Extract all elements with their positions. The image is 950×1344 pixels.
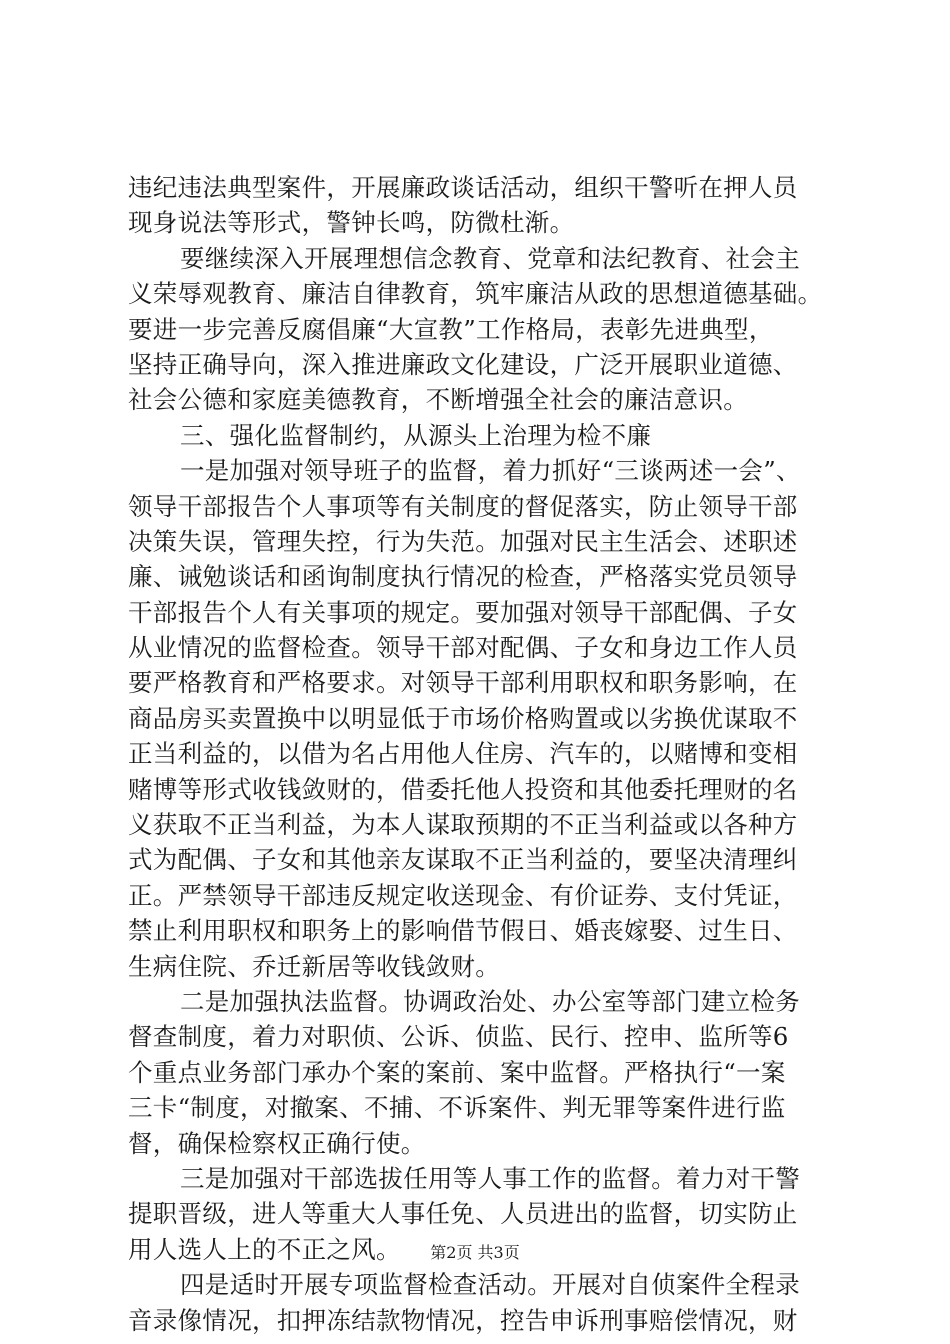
- text-line: 正当利益的，以借为名占用他人住房、汽车的，以赌博和变相: [128, 739, 798, 769]
- text-line: 领导干部报告个人事项等有关制度的督促落实，防止领导干部: [128, 491, 798, 521]
- text-line: 要进一步完善反腐倡廉“大宣教”工作格局，表彰先进典型，: [128, 314, 774, 344]
- text-line: 义荣辱观教育、廉洁自律教育，筑牢廉洁从政的思想道德基础。: [128, 279, 823, 309]
- text-line: 正。严禁领导干部违反规定收送现金、有价证券、支付凭证，: [128, 880, 798, 910]
- text-line: 商品房买卖置换中以明显低于市场价格购置或以劣换优谋取不: [128, 703, 798, 733]
- text-line: 违纪违法典型案件，开展廉政谈话活动，组织干警听在押人员: [128, 173, 798, 202]
- page-footer: [0, 1242, 950, 1264]
- text-line: 提职晋级，进人等重大人事任免、人员进出的监督，切实防止: [128, 1199, 798, 1229]
- text-line: 坚持正确导向，深入推进廉政文化建设，广泛开展职业道德、: [128, 349, 798, 379]
- text-line: 廉、诫勉谈话和函询制度执行情况的检查，严格落实党员领导: [128, 562, 798, 592]
- page-number: 第2页 共3页: [430, 1243, 520, 1262]
- text-line: 义获取不正当利益，为本人谋取预期的不正当利益或以各种方: [128, 810, 798, 840]
- text-line: 式为配偶、子女和其他亲友谋取不正当利益的，要坚决清理纠: [128, 845, 798, 875]
- text-line: 三卡“制度，对撤案、不捕、不诉案件、判无罪等案件进行监: [128, 1093, 786, 1123]
- text-line: 干部报告个人有关事项的规定。要加强对领导干部配偶、子女: [128, 597, 798, 627]
- text-line: 个重点业务部门承办个案的案前、案中监督。严格执行“一案: [128, 1057, 786, 1087]
- text-line: 三、强化监督制约，从源头上治理为检不廉: [180, 420, 652, 450]
- text-line: 督查制度，着力对职侦、公诉、侦监、民行、控申、监所等6: [128, 1022, 789, 1052]
- document-body: [128, 170, 848, 1338]
- text-line: 一是加强对领导班子的监督，着力抓好“三谈两述一会”、: [180, 456, 801, 486]
- text-line: 从业情况的监督检查。领导干部对配偶、子女和身边工作人员: [128, 633, 798, 663]
- text-line: 禁止利用职权和职务上的影响借节假日、婚丧嫁娶、过生日、: [128, 916, 798, 946]
- text-line: 督，确保检察权正确行使。: [128, 1128, 426, 1158]
- text-line: 用人选人上的不正之风。: [128, 1234, 401, 1264]
- text-line: 决策失误，管理失控，行为失范。加强对民主生活会、述职述: [128, 526, 798, 556]
- text-line: 现身说法等形式，警钟长鸣，防微杜渐。: [128, 208, 575, 238]
- text-line: 要继续深入开展理想信念教育、党章和法纪教育、社会主: [180, 243, 800, 273]
- text-line: 社会公德和家庭美德教育，不断增强全社会的廉洁意识。: [128, 385, 748, 415]
- text-line: 生病住院、乔迁新居等收钱敛财。: [128, 951, 500, 981]
- text-line: 音录像情况，扣押冻结款物情况，控告申诉刑事赔偿情况，财: [128, 1305, 798, 1335]
- text-line: 三是加强对干部选拔任用等人事工作的监督。着力对干警: [180, 1163, 800, 1193]
- text-line: 赌博等形式收钱敛财的，借委托他人投资和其他委托理财的名: [128, 774, 798, 804]
- text-line: 二是加强执法监督。协调政治处、办公室等部门建立检务: [180, 986, 800, 1016]
- text-line: 要严格教育和严格要求。对领导干部利用职权和职务影响，在: [128, 668, 798, 698]
- text-line: 四是适时开展专项监督检查活动。开展对自侦案件全程录: [180, 1270, 800, 1300]
